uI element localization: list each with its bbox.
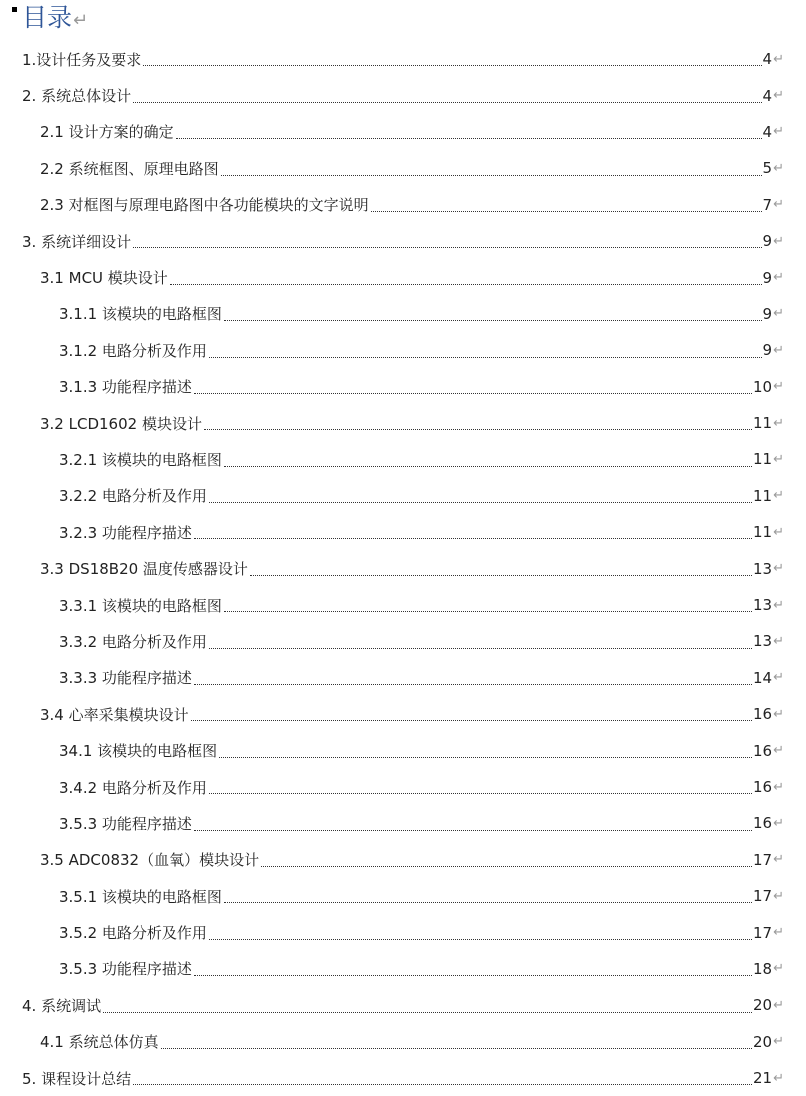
toc-entry-page-number: 13	[753, 559, 773, 578]
toc-entry-page-number: 17	[753, 850, 773, 869]
toc-dot-leader	[191, 720, 752, 721]
toc-entry-label: 34.1 该模块的电路框图	[59, 742, 218, 761]
toc-entry[interactable]	[0, 1060, 806, 1096]
toc-entry-label: 3.3.1 该模块的电路框图	[59, 596, 222, 615]
toc-entry-page-number: 16	[753, 814, 773, 833]
paragraph-return-mark: ↵	[773, 779, 784, 795]
toc-entry[interactable]	[0, 587, 806, 623]
paragraph-return-mark: ↵	[773, 997, 784, 1013]
toc-entry[interactable]	[0, 296, 806, 332]
toc-entry-page-number: 4	[762, 122, 773, 141]
paragraph-return-mark: ↵	[773, 160, 784, 176]
paragraph-marker	[12, 7, 17, 12]
paragraph-return-mark: ↵	[773, 451, 784, 467]
toc-entry-label: 3.2.3 功能程序描述	[59, 523, 192, 542]
toc-entry[interactable]	[0, 842, 806, 878]
paragraph-return-mark: ↵	[773, 197, 784, 213]
toc-entry[interactable]	[0, 514, 806, 550]
toc-entry-label: 3.3 DS18B20 温度传感器设计	[40, 560, 248, 579]
paragraph-return-mark: ↵	[773, 51, 784, 67]
toc-dot-leader	[219, 757, 752, 758]
toc-entry[interactable]	[0, 1024, 806, 1060]
toc-entry-label: 3. 系统详细设计	[22, 232, 132, 251]
toc-dot-leader	[133, 1084, 752, 1085]
toc-dot-leader	[371, 211, 762, 212]
toc-entry-page-number: 11	[753, 414, 773, 433]
toc-entry-label: 3.2.1 该模块的电路框图	[59, 450, 222, 469]
toc-entry[interactable]	[0, 405, 806, 441]
paragraph-return-mark: ↵	[773, 1070, 784, 1086]
toc-entry[interactable]	[0, 478, 806, 514]
toc-entry-page-number: 20	[753, 996, 773, 1015]
toc-entry-page-number: 17	[753, 923, 773, 942]
paragraph-return-mark: ↵	[773, 488, 784, 504]
paragraph-return-mark: ↵	[773, 524, 784, 540]
toc-entry[interactable]	[0, 223, 806, 259]
toc-entry-page-number: 13	[753, 596, 773, 615]
toc-entry-page-number: 4	[762, 86, 773, 105]
toc-entry-page-number: 9	[762, 341, 773, 360]
toc-entry-page-number: 4	[762, 50, 773, 69]
toc-entry[interactable]	[0, 259, 806, 295]
paragraph-return-mark: ↵	[773, 342, 784, 358]
toc-entry[interactable]	[0, 732, 806, 768]
toc-entry[interactable]	[0, 77, 806, 113]
paragraph-return-mark: ↵	[773, 815, 784, 831]
toc-entry-page-number: 16	[753, 741, 773, 760]
toc-entry-label: 4.1 系统总体仿真	[40, 1033, 159, 1052]
toc-entry[interactable]	[0, 769, 806, 805]
toc-entry-page-number: 9	[762, 232, 773, 251]
paragraph-return-mark: ↵	[773, 670, 784, 686]
toc-entry-label: 3.2 LCD1602 模块设计	[40, 414, 202, 433]
toc-entry-page-number: 16	[753, 778, 773, 796]
paragraph-return-mark: ↵	[773, 1034, 784, 1050]
toc-entry-page-number: 9	[762, 268, 773, 287]
paragraph-return-mark: ↵	[773, 306, 784, 322]
toc-title	[22, 0, 88, 36]
toc-entry[interactable]	[0, 150, 806, 186]
toc-entry-page-number: 18	[753, 959, 773, 978]
toc-dot-leader	[209, 939, 752, 940]
toc-dot-leader	[250, 575, 752, 576]
toc-entry-label: 5. 课程设计总结	[22, 1069, 132, 1088]
toc-dot-leader	[194, 393, 752, 394]
toc-entry-page-number: 7	[762, 195, 773, 214]
toc-entry[interactable]	[0, 914, 806, 950]
paragraph-return-mark: ↵	[773, 743, 784, 759]
paragraph-return-mark: ↵	[773, 124, 784, 140]
toc-entry[interactable]	[0, 550, 806, 586]
toc-entry-page-number: 21	[753, 1069, 773, 1088]
paragraph-return-mark: ↵	[773, 597, 784, 613]
paragraph-return-mark: ↵	[773, 415, 784, 431]
toc-entry-label: 3.5.2 电路分析及作用	[59, 924, 207, 943]
toc-dot-leader	[133, 247, 761, 248]
toc-dot-leader	[170, 284, 762, 285]
toc-dot-leader	[261, 866, 752, 867]
toc-entry-label: 2.3 对框图与原理电路图中各功能模块的文字说明	[40, 196, 369, 215]
paragraph-return-mark: ↵	[773, 888, 784, 904]
toc-entry[interactable]	[0, 114, 806, 150]
toc-entry[interactable]	[0, 696, 806, 732]
toc-entry-label: 3.1.2 电路分析及作用	[59, 341, 207, 360]
toc-entry[interactable]	[0, 878, 806, 914]
toc-dot-leader	[143, 65, 761, 66]
toc-entry-label: 3.2.2 电路分析及作用	[59, 487, 207, 506]
toc-dot-leader	[221, 175, 762, 176]
toc-entry-label: 2.1 设计方案的确定	[40, 123, 174, 142]
toc-entry[interactable]	[0, 369, 806, 405]
toc-dot-leader	[224, 466, 752, 467]
paragraph-return-mark: ↵	[773, 233, 784, 249]
toc-entry-label: 3.1.1 该模块的电路框图	[59, 305, 222, 324]
paragraph-return-mark: ↵	[773, 88, 784, 104]
paragraph-return-mark: ↵	[773, 379, 784, 395]
toc-dot-leader	[204, 429, 752, 430]
toc-dot-leader	[209, 357, 762, 358]
toc-entry[interactable]	[0, 187, 806, 223]
toc-entry-page-number: 13	[753, 632, 773, 651]
toc-entry-page-number: 9	[762, 304, 773, 323]
paragraph-return-mark: ↵	[773, 706, 784, 722]
toc-entry-page-number: 11	[753, 523, 773, 542]
paragraph-return-mark: ↵	[773, 561, 784, 577]
toc-entry-label: 3.1.3 功能程序描述	[59, 378, 192, 397]
toc-entry-page-number: 10	[753, 377, 773, 396]
toc-dot-leader	[176, 138, 762, 139]
toc-entry-page-number: 11	[753, 486, 773, 505]
toc-dot-leader	[161, 1048, 752, 1049]
toc-dot-leader	[133, 102, 761, 103]
toc-entry-label: 3.5.3 功能程序描述	[59, 960, 192, 979]
toc-dot-leader	[224, 902, 752, 903]
toc-entry-label: 3.3.3 功能程序描述	[59, 669, 192, 688]
toc-entry[interactable]	[0, 660, 806, 696]
paragraph-return-mark: ↵	[773, 852, 784, 868]
toc-dot-leader	[224, 611, 752, 612]
paragraph-return-mark: ↵	[773, 270, 784, 286]
toc-entry[interactable]	[0, 441, 806, 477]
toc-entry-label: 3.1 MCU 模块设计	[40, 269, 168, 288]
toc-entry-page-number: 16	[753, 705, 773, 724]
toc-entry[interactable]	[0, 805, 806, 841]
toc-title-text: 目录	[22, 3, 73, 32]
table-of-contents	[0, 41, 806, 1096]
toc-entry-label: 2.2 系统框图、原理电路图	[40, 159, 219, 178]
toc-entry-label: 3.4 心率采集模块设计	[40, 705, 189, 724]
toc-entry-page-number: 5	[762, 159, 773, 178]
toc-dot-leader	[209, 793, 752, 794]
toc-dot-leader	[194, 538, 752, 539]
toc-entry[interactable]	[0, 951, 806, 987]
toc-entry[interactable]	[0, 987, 806, 1023]
toc-dot-leader	[194, 830, 752, 831]
toc-dot-leader	[194, 975, 752, 976]
toc-dot-leader	[209, 502, 752, 503]
paragraph-return-mark: ↵	[773, 633, 784, 649]
toc-entry-page-number: 14	[753, 668, 773, 687]
toc-entry-label: 2. 系统总体设计	[22, 87, 132, 106]
paragraph-return-mark: ↵	[73, 10, 89, 31]
toc-entry-label: 3.4.2 电路分析及作用	[59, 778, 207, 797]
toc-entry-label: 1.设计任务及要求	[22, 50, 142, 69]
toc-entry-label: 3.3.2 电路分析及作用	[59, 632, 207, 651]
toc-dot-leader	[103, 1012, 752, 1013]
toc-entry[interactable]	[0, 623, 806, 659]
toc-entry-label: 3.5.3 功能程序描述	[59, 814, 192, 833]
toc-entry-label: 3.5.1 该模块的电路框图	[59, 887, 222, 906]
toc-entry-label: 4. 系统调试	[22, 996, 102, 1015]
toc-entry[interactable]	[0, 41, 806, 77]
paragraph-return-mark: ↵	[773, 925, 784, 941]
toc-entry-page-number: 17	[753, 887, 773, 906]
toc-entry-page-number: 11	[753, 450, 773, 469]
toc-dot-leader	[224, 320, 762, 321]
toc-dot-leader	[209, 648, 752, 649]
toc-entry-page-number: 20	[753, 1032, 773, 1051]
toc-entry-label: 3.5 ADC0832（血氧）模块设计	[40, 851, 260, 870]
toc-dot-leader	[194, 684, 752, 685]
toc-entry[interactable]	[0, 332, 806, 368]
paragraph-return-mark: ↵	[773, 961, 784, 977]
